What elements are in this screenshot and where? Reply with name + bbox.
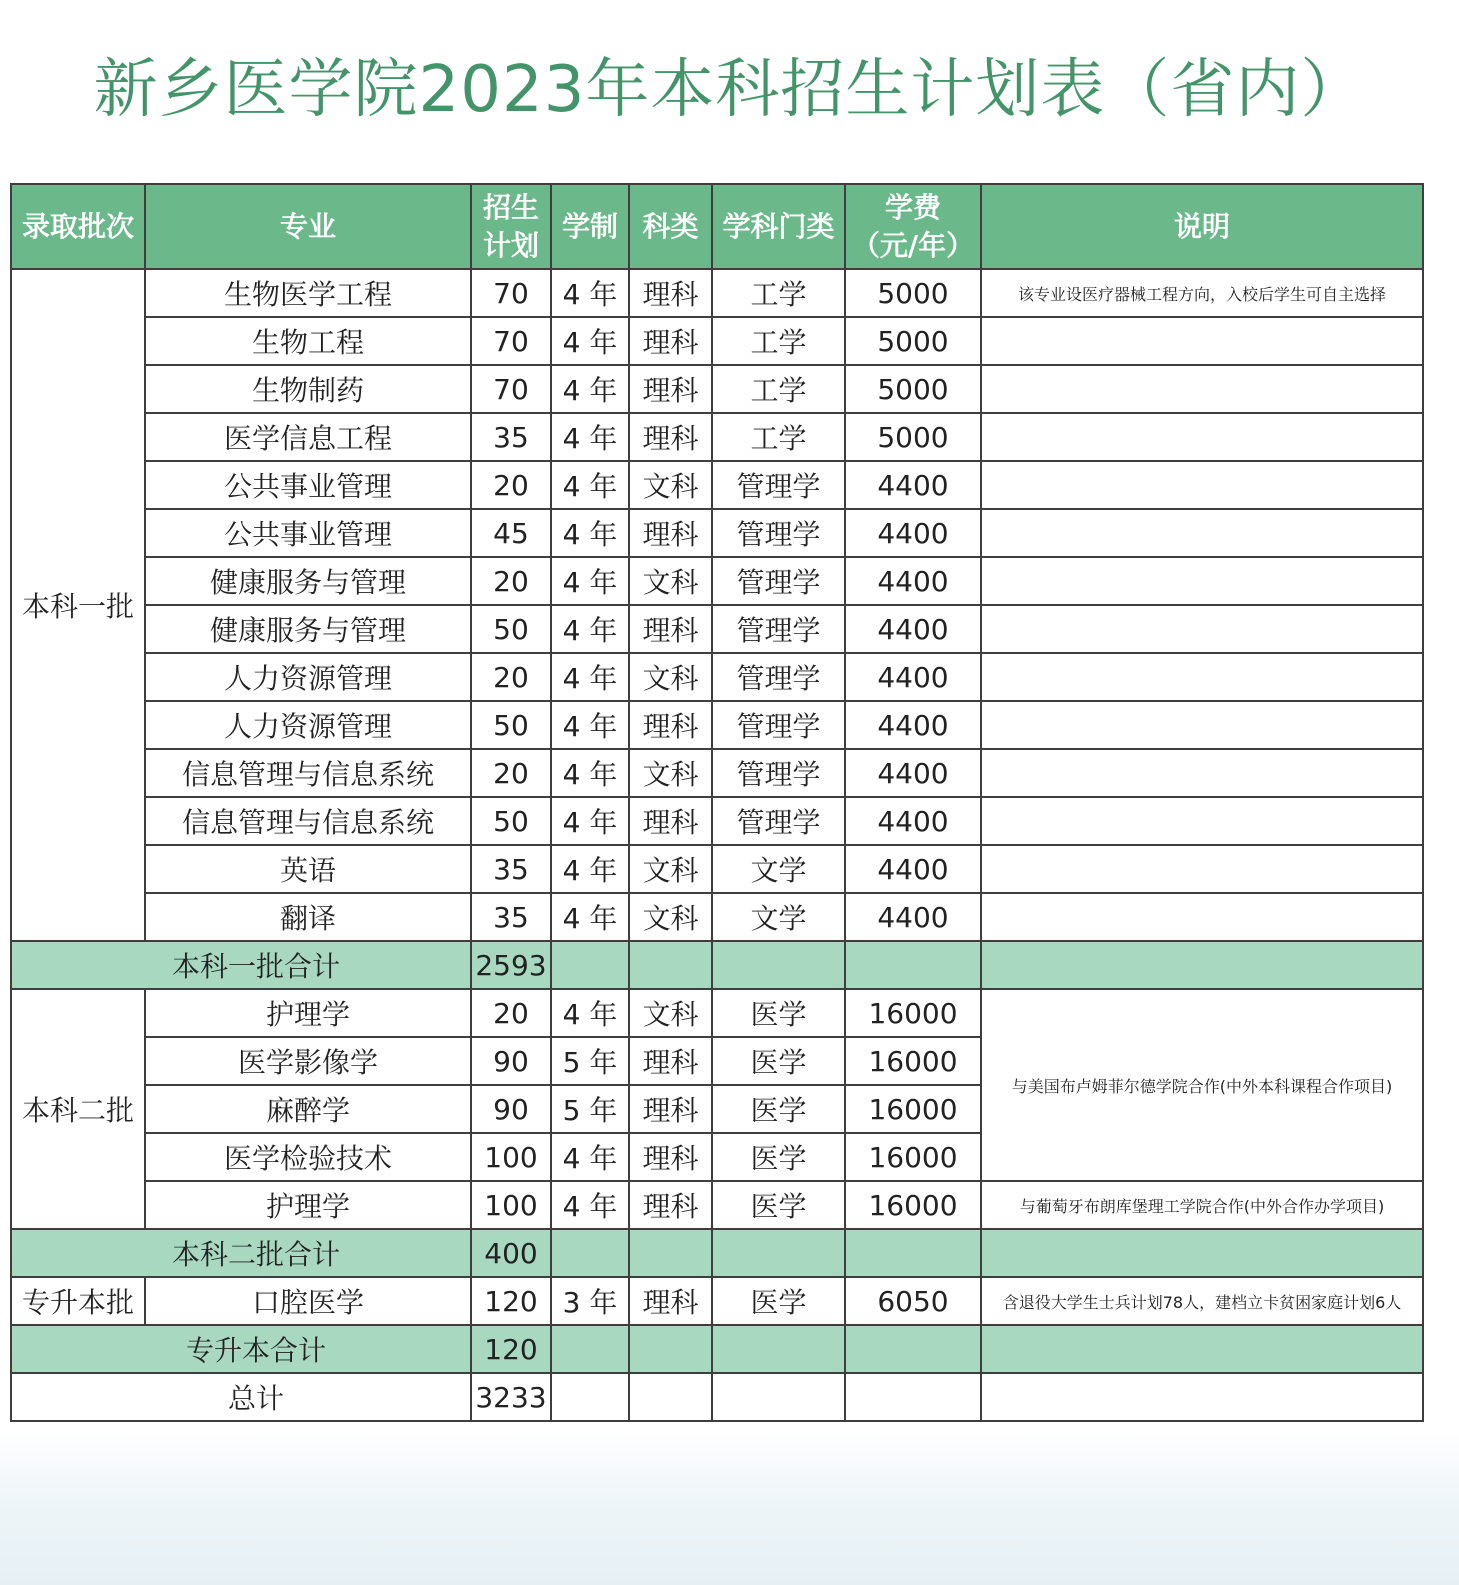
quota-cell: 100 [471, 1133, 551, 1181]
discipline-cell: 管理学 [712, 653, 845, 701]
fee-cell: 4400 [845, 749, 981, 797]
years-cell: 4 年 [551, 749, 629, 797]
major-cell: 信息管理与信息系统 [145, 749, 471, 797]
category-cell: 理科 [629, 413, 712, 461]
discipline-cell: 工学 [712, 365, 845, 413]
quota-cell: 50 [471, 605, 551, 653]
discipline-cell: 文学 [712, 893, 845, 941]
quota-cell: 50 [471, 701, 551, 749]
header-fee-line1: 学费 [884, 190, 941, 224]
fee-cell: 4400 [845, 605, 981, 653]
quota-cell: 20 [471, 461, 551, 509]
category-cell: 文科 [629, 989, 712, 1037]
years-cell: 4 年 [551, 605, 629, 653]
header-years: 学制 [551, 184, 629, 269]
batch-cell: 本科一批 [11, 269, 145, 941]
quota-cell: 20 [471, 653, 551, 701]
discipline-cell: 管理学 [712, 509, 845, 557]
header-batch: 录取批次 [11, 184, 145, 269]
quota-cell: 20 [471, 749, 551, 797]
fee-cell: 5000 [845, 317, 981, 365]
discipline-cell: 管理学 [712, 797, 845, 845]
discipline-cell: 管理学 [712, 461, 845, 509]
major-cell: 翻译 [145, 893, 471, 941]
major-cell: 公共事业管理 [145, 509, 471, 557]
fee-cell: 16000 [845, 1085, 981, 1133]
quota-cell: 70 [471, 317, 551, 365]
major-cell: 医学信息工程 [145, 413, 471, 461]
discipline-cell: 医学 [712, 989, 845, 1037]
table-row [11, 893, 1423, 941]
fee-cell: 4400 [845, 461, 981, 509]
discipline-cell: 工学 [712, 413, 845, 461]
discipline-cell: 管理学 [712, 749, 845, 797]
table-row [11, 845, 1423, 893]
major-cell: 英语 [145, 845, 471, 893]
quota-cell: 35 [471, 413, 551, 461]
discipline-cell: 医学 [712, 1133, 845, 1181]
quota-cell: 100 [471, 1181, 551, 1229]
table-row [11, 461, 1423, 509]
table-row [11, 557, 1423, 605]
total-label-text: 总计 [227, 1382, 284, 1415]
fee-cell: 16000 [845, 989, 981, 1037]
major-cell: 生物医学工程 [145, 269, 471, 317]
major-cell: 护理学 [145, 1181, 471, 1229]
subtotal-label [11, 1229, 471, 1277]
note-cell: 与美国布卢姆菲尔德学院合作(中外本科课程合作项目) [981, 989, 1423, 1181]
subtotal-label-text: 本科一批合计 [171, 950, 340, 983]
category-cell: 理科 [629, 701, 712, 749]
years-cell: 4 年 [551, 989, 629, 1037]
table-row [11, 653, 1423, 701]
fee-cell: 16000 [845, 1133, 981, 1181]
batch-cell: 本科二批 [11, 989, 145, 1229]
header-quota [471, 184, 551, 269]
quota-cell: 35 [471, 845, 551, 893]
subtotal-row-batch3 [11, 1325, 1423, 1373]
header-discipline: 学科门类 [712, 184, 845, 269]
header-quota-line1: 招生 [482, 190, 539, 224]
years-cell: 5 年 [551, 1037, 629, 1085]
header-major: 专业 [145, 184, 471, 269]
years-cell: 4 年 [551, 701, 629, 749]
subtotal-value: 120 [471, 1325, 551, 1373]
background-fade [0, 1432, 1459, 1585]
category-cell: 理科 [629, 1277, 712, 1325]
subtotal-label [11, 1325, 471, 1373]
major-cell: 人力资源管理 [145, 653, 471, 701]
table-row [11, 269, 1423, 317]
note-cell [981, 365, 1423, 413]
quota-cell: 35 [471, 893, 551, 941]
table-row [11, 365, 1423, 413]
header-note: 说明 [981, 184, 1423, 269]
category-cell: 理科 [629, 1037, 712, 1085]
years-cell: 4 年 [551, 653, 629, 701]
category-cell: 理科 [629, 1181, 712, 1229]
quota-cell: 20 [471, 989, 551, 1037]
discipline-cell: 管理学 [712, 557, 845, 605]
discipline-cell: 文学 [712, 845, 845, 893]
major-cell: 健康服务与管理 [145, 605, 471, 653]
note-cell [981, 317, 1423, 365]
note-cell: 与葡萄牙布朗库堡理工学院合作(中外合作办学项目) [981, 1181, 1423, 1229]
table-row [11, 989, 1423, 1037]
discipline-cell: 工学 [712, 269, 845, 317]
major-cell: 公共事业管理 [145, 461, 471, 509]
table-row [11, 317, 1423, 365]
category-cell: 文科 [629, 749, 712, 797]
subtotal-value: 2593 [471, 941, 551, 989]
years-cell: 5 年 [551, 1085, 629, 1133]
subtotal-row-batch1 [11, 941, 1423, 989]
table-row [11, 605, 1423, 653]
table-row [11, 1181, 1423, 1229]
fee-cell: 4400 [845, 845, 981, 893]
total-value: 3233 [471, 1373, 551, 1421]
years-cell: 4 年 [551, 1133, 629, 1181]
discipline-cell: 医学 [712, 1085, 845, 1133]
header-fee-line2: （元/年） [851, 228, 975, 262]
header-category: 科类 [629, 184, 712, 269]
header-row [11, 184, 1423, 269]
category-cell: 文科 [629, 557, 712, 605]
category-cell: 文科 [629, 653, 712, 701]
years-cell: 4 年 [551, 317, 629, 365]
subtotal-label-text: 本科二批合计 [171, 1238, 340, 1271]
years-cell: 4 年 [551, 1181, 629, 1229]
years-cell: 4 年 [551, 797, 629, 845]
years-cell: 4 年 [551, 365, 629, 413]
fee-cell: 4400 [845, 653, 981, 701]
fee-cell: 4400 [845, 509, 981, 557]
major-cell: 医学检验技术 [145, 1133, 471, 1181]
category-cell: 理科 [629, 605, 712, 653]
subtotal-label [11, 941, 471, 989]
quota-cell: 90 [471, 1085, 551, 1133]
note-cell [981, 701, 1423, 749]
subtotal-value: 400 [471, 1229, 551, 1277]
note-cell [981, 653, 1423, 701]
note-cell: 该专业设医疗器械工程方向，入校后学生可自主选择 [981, 269, 1423, 317]
discipline-cell: 医学 [712, 1277, 845, 1325]
years-cell: 3 年 [551, 1277, 629, 1325]
fee-cell: 5000 [845, 269, 981, 317]
table-row [11, 1277, 1423, 1325]
quota-cell: 50 [471, 797, 551, 845]
fee-cell: 4400 [845, 557, 981, 605]
subtotal-label-text: 专升本合计 [185, 1334, 326, 1367]
discipline-cell: 医学 [712, 1037, 845, 1085]
fee-cell: 4400 [845, 797, 981, 845]
table-row [11, 749, 1423, 797]
major-cell: 信息管理与信息系统 [145, 797, 471, 845]
table-row [11, 413, 1423, 461]
quota-cell: 90 [471, 1037, 551, 1085]
category-cell: 理科 [629, 1133, 712, 1181]
header-fee [845, 184, 981, 269]
note-cell [981, 509, 1423, 557]
note-cell [981, 605, 1423, 653]
discipline-cell: 管理学 [712, 605, 845, 653]
table-row [11, 797, 1423, 845]
fee-cell: 5000 [845, 413, 981, 461]
years-cell: 4 年 [551, 557, 629, 605]
table-row [11, 509, 1423, 557]
fee-cell: 6050 [845, 1277, 981, 1325]
quota-cell: 70 [471, 269, 551, 317]
note-cell [981, 413, 1423, 461]
category-cell: 理科 [629, 797, 712, 845]
total-row [11, 1373, 1423, 1421]
quota-cell: 45 [471, 509, 551, 557]
major-cell: 医学影像学 [145, 1037, 471, 1085]
quota-cell: 120 [471, 1277, 551, 1325]
major-cell: 健康服务与管理 [145, 557, 471, 605]
discipline-cell: 工学 [712, 317, 845, 365]
note-cell [981, 845, 1423, 893]
discipline-cell: 医学 [712, 1181, 845, 1229]
note-cell [981, 557, 1423, 605]
years-cell: 4 年 [551, 845, 629, 893]
note-cell [981, 461, 1423, 509]
years-cell: 4 年 [551, 509, 629, 557]
years-cell: 4 年 [551, 413, 629, 461]
header-quota-line2: 计划 [482, 228, 539, 262]
category-cell: 文科 [629, 893, 712, 941]
fee-cell: 16000 [845, 1181, 981, 1229]
note-cell [981, 893, 1423, 941]
major-cell: 生物工程 [145, 317, 471, 365]
fee-cell: 16000 [845, 1037, 981, 1085]
years-cell: 4 年 [551, 269, 629, 317]
major-cell: 口腔医学 [145, 1277, 471, 1325]
total-label [11, 1373, 471, 1421]
years-cell: 4 年 [551, 461, 629, 509]
quota-cell: 70 [471, 365, 551, 413]
major-cell: 人力资源管理 [145, 701, 471, 749]
category-cell: 理科 [629, 269, 712, 317]
note-cell [981, 797, 1423, 845]
page-title: 新乡医学院2023年本科招生计划表（省内） [93, 53, 1366, 127]
discipline-cell: 管理学 [712, 701, 845, 749]
category-cell: 文科 [629, 845, 712, 893]
years-cell: 4 年 [551, 893, 629, 941]
category-cell: 理科 [629, 317, 712, 365]
major-cell: 生物制药 [145, 365, 471, 413]
fee-cell: 4400 [845, 701, 981, 749]
major-cell: 麻醉学 [145, 1085, 471, 1133]
subtotal-row-batch2 [11, 1229, 1423, 1277]
fee-cell: 5000 [845, 365, 981, 413]
quota-cell: 20 [471, 557, 551, 605]
table-row [11, 701, 1423, 749]
category-cell: 理科 [629, 509, 712, 557]
note-cell [981, 749, 1423, 797]
category-cell: 文科 [629, 461, 712, 509]
fee-cell: 4400 [845, 893, 981, 941]
note-cell: 含退役大学生士兵计划78人，建档立卡贫困家庭计划6人 [981, 1277, 1423, 1325]
category-cell: 理科 [629, 1085, 712, 1133]
batch-cell: 专升本批 [11, 1277, 145, 1325]
major-cell: 护理学 [145, 989, 471, 1037]
category-cell: 理科 [629, 365, 712, 413]
enrollment-plan-table [10, 183, 1424, 1422]
